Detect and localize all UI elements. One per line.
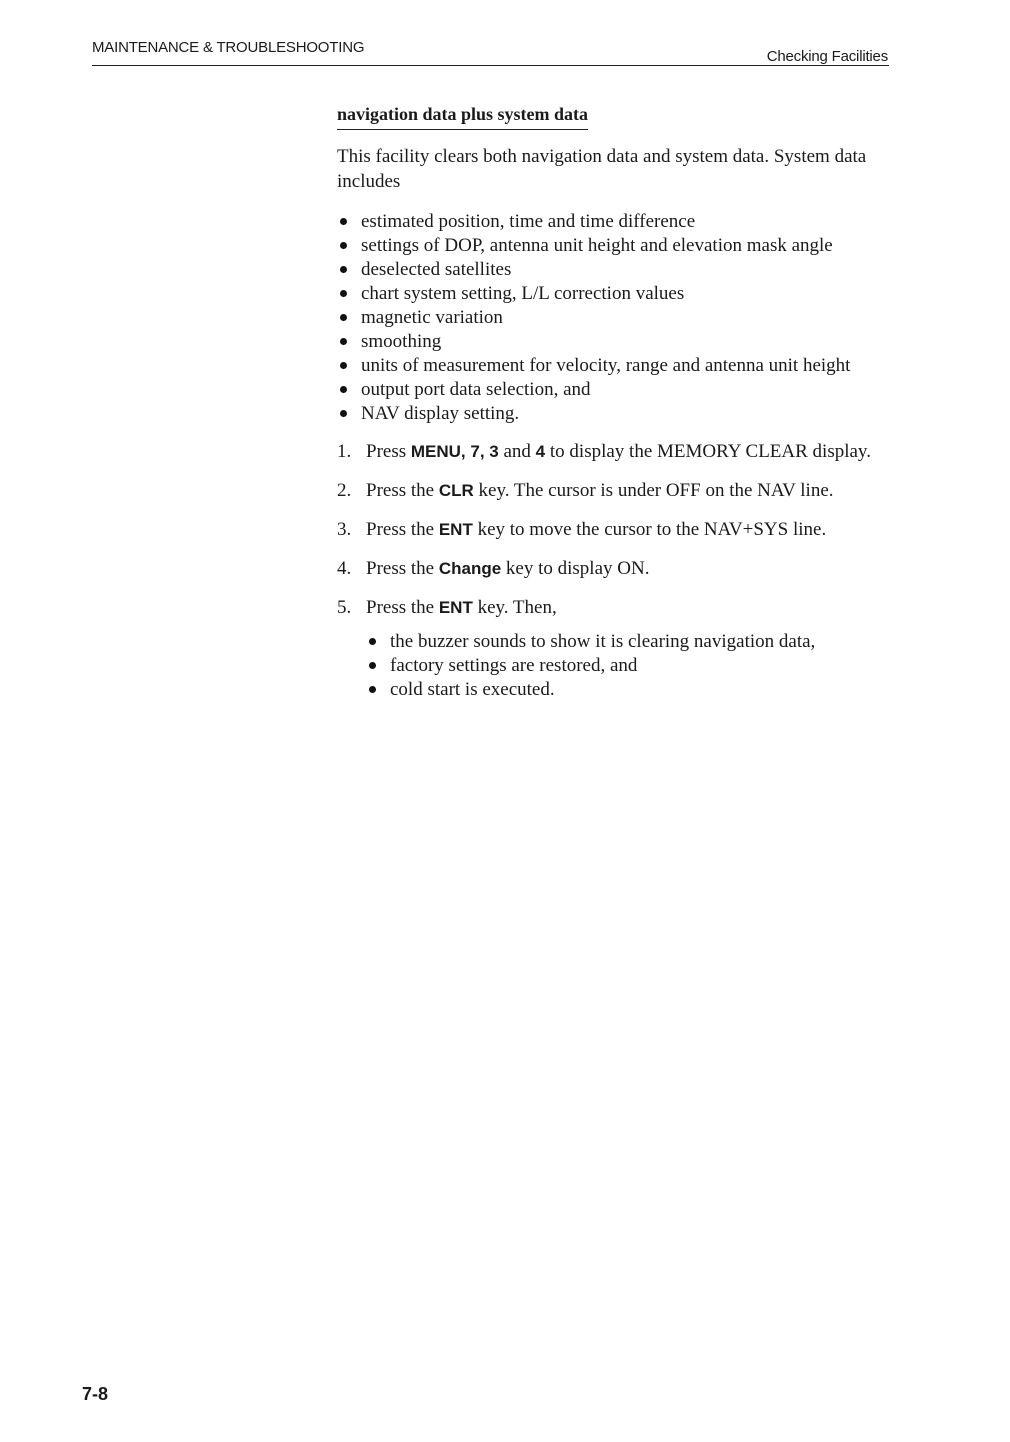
step-text: key to display ON. [501,558,650,579]
step-2 [337,478,889,503]
step-number: 3. [337,519,352,540]
list-item: magnetic variation [337,306,889,329]
list-item: settings of DOP, antenna unit height and elevation mask angle [337,234,889,257]
list-item: units of measurement for velocity, range and antenna unit height [337,354,889,377]
key-name: 4 [535,442,546,461]
intro-paragraph: This facility clears both navigation data and system data. System data includes [337,146,867,192]
list-item: estimated position, time and time difference [337,210,889,233]
key-name: CLR [438,481,474,500]
result-list [366,630,889,701]
step-1 [337,439,889,464]
key-name: ENT [438,520,473,539]
step-number: 4. [337,558,352,579]
list-item: factory settings are restored, and [366,654,889,677]
step-5 [337,595,889,701]
list-item: cold start is executed. [366,678,889,701]
main-content [337,104,889,715]
step-number: 2. [337,480,352,501]
key-name: MENU, 7, 3 [410,442,499,461]
procedure-steps [337,439,889,701]
key-name: ENT [438,598,473,617]
step-text: Press the [366,480,439,501]
section-title: navigation data plus system data [337,104,588,130]
list-item: smoothing [337,330,889,353]
step-text: key. The cursor is under OFF on the NAV line. [473,480,834,501]
step-number: 5. [337,597,352,618]
system-data-list [337,210,889,425]
page-number: 7-8 [82,1384,109,1404]
list-item: the buzzer sounds to show it is clearing navigation data, [366,630,889,653]
key-name: Change [438,559,502,578]
step-text: key. Then, [472,597,557,618]
list-item: NAV display setting. [337,402,889,425]
step-number: 1. [337,441,352,462]
header-divider [92,65,889,66]
list-item: deselected satellites [337,258,889,281]
step-text: key to move the cursor to the NAV+SYS line. [472,519,827,540]
running-header-section: MAINTENANCE & TROUBLESHOOTING [92,39,365,56]
step-text: to display the MEMORY CLEAR display. [545,441,871,462]
list-item: chart system setting, L/L correction values [337,282,889,305]
step-3 [337,517,889,542]
running-header-subsection: Checking Facilities [766,48,888,65]
step-text: Press [366,441,411,462]
step-text: Press the [366,597,439,618]
step-4 [337,556,889,581]
step-text: and [498,441,536,462]
step-text: Press the [366,519,439,540]
step-text: Press the [366,558,439,579]
list-item: output port data selection, and [337,378,889,401]
